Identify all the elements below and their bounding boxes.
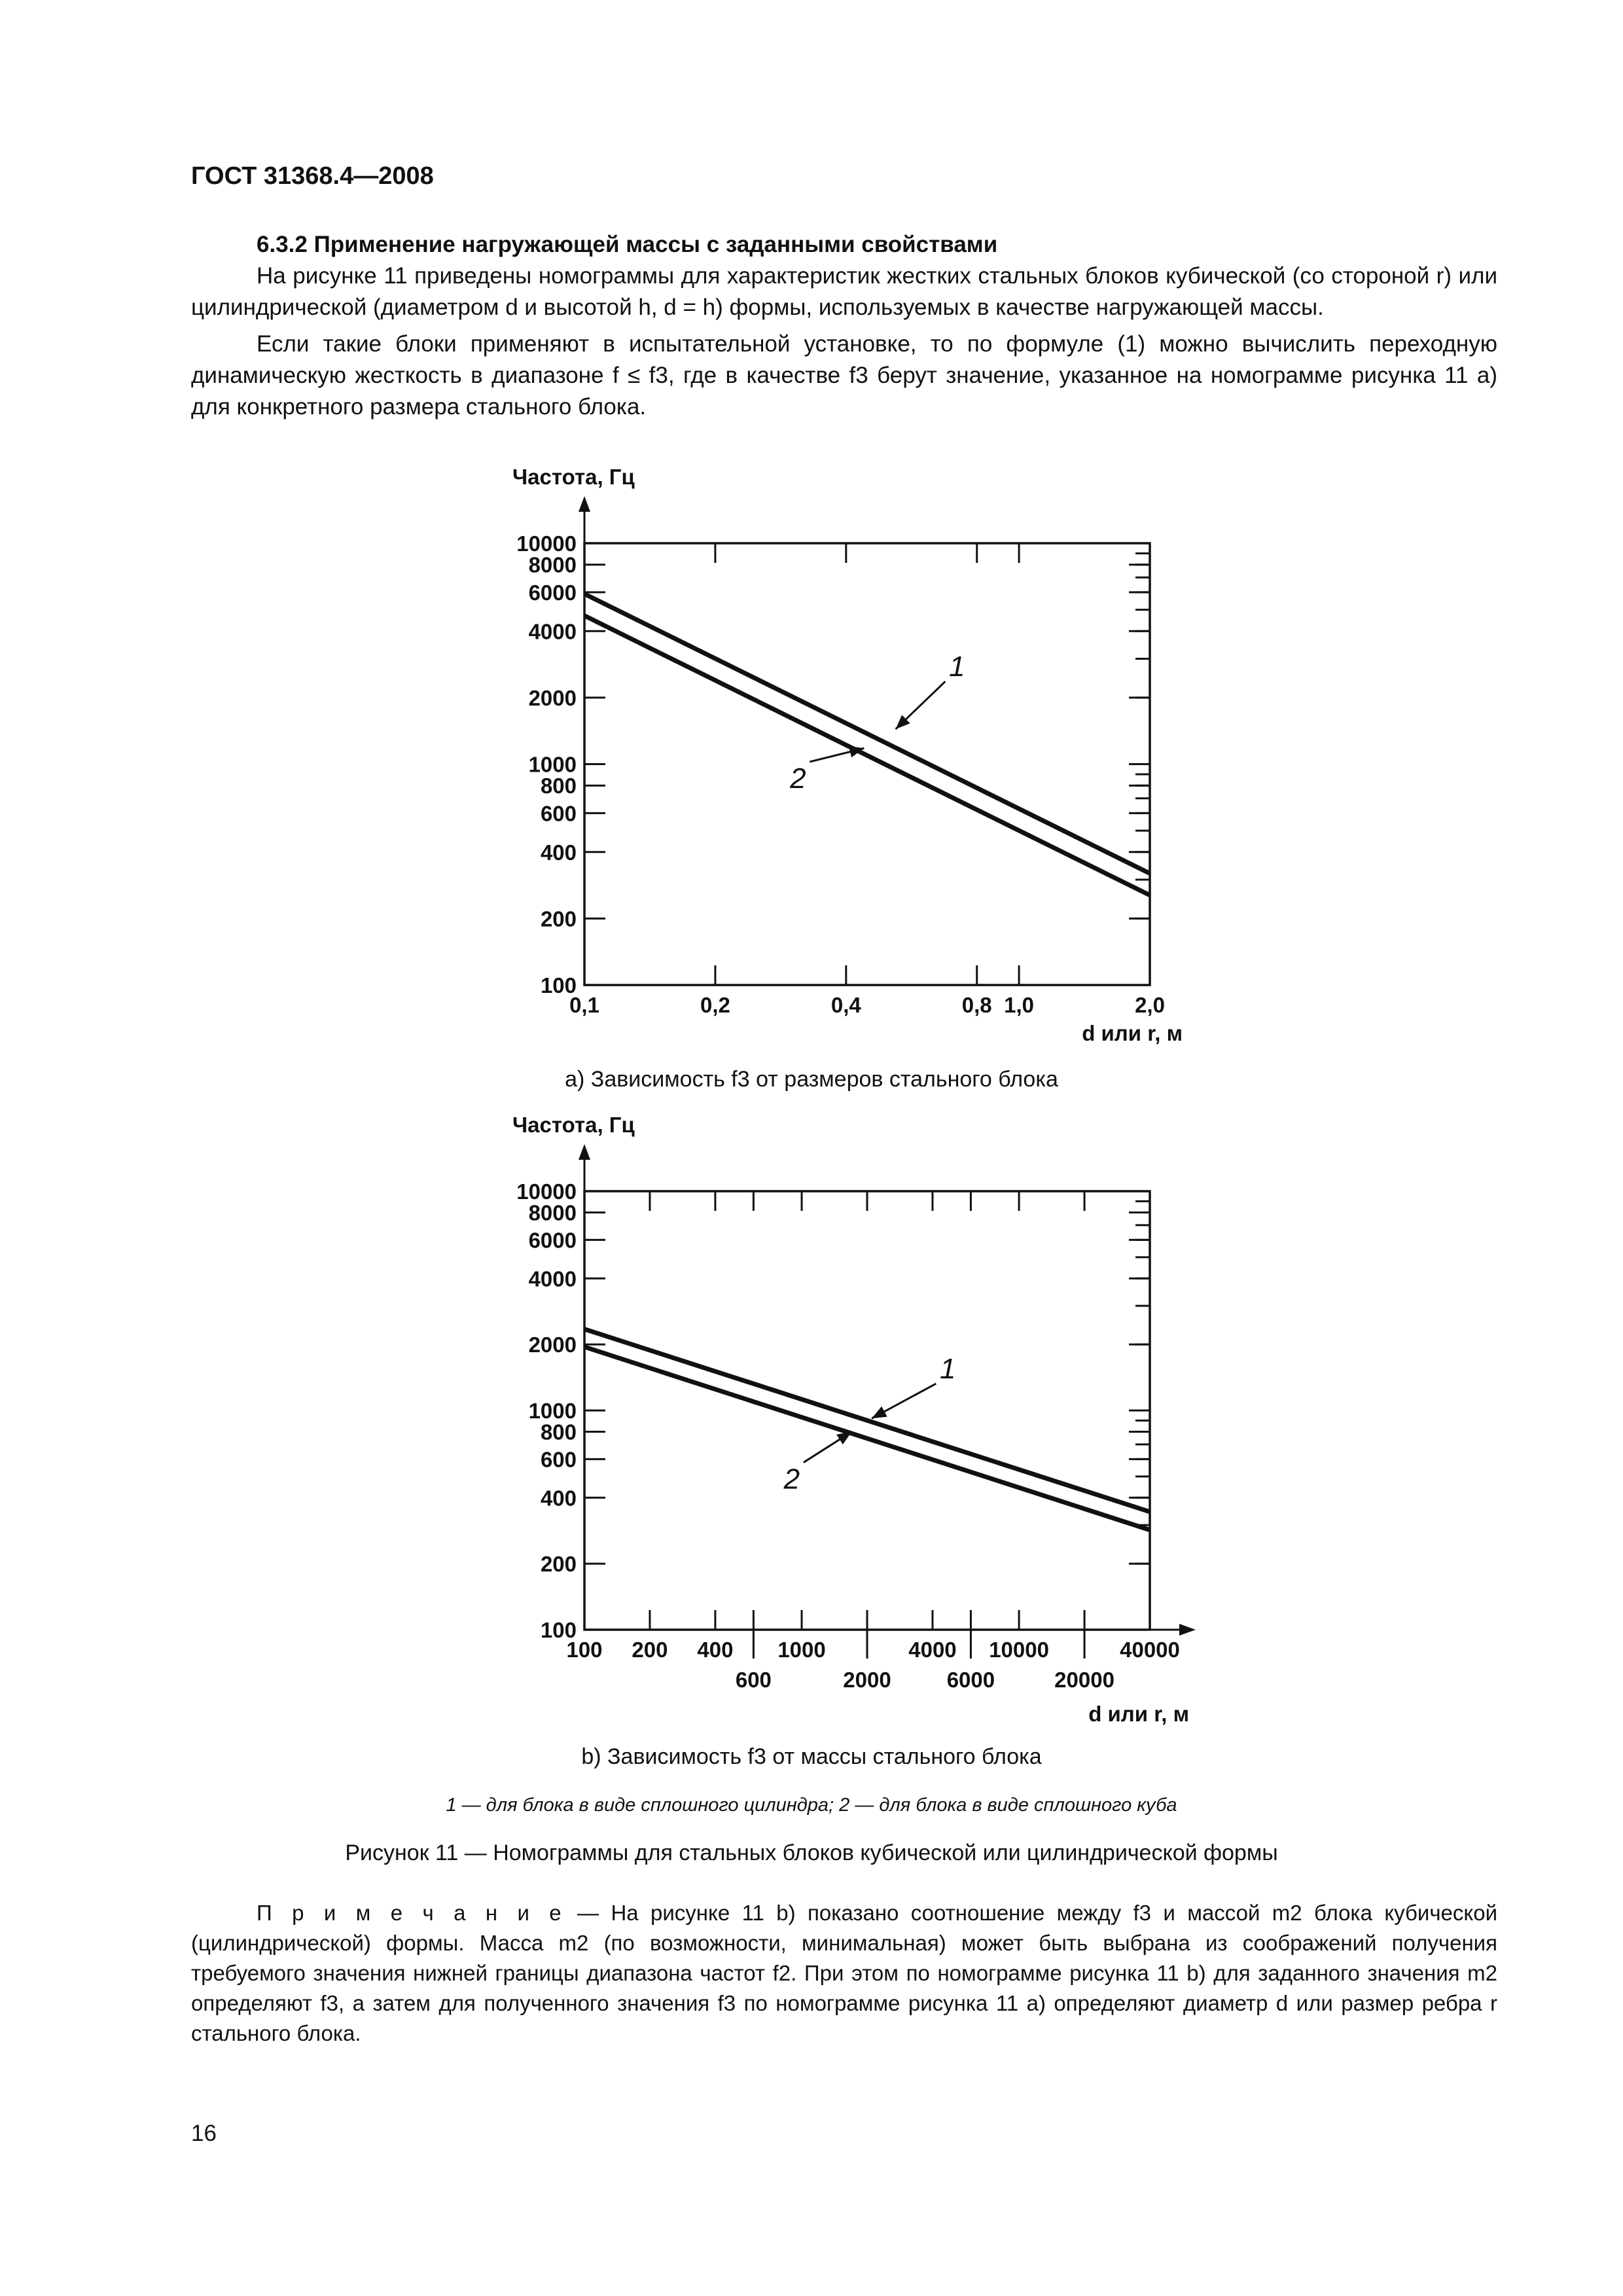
y-tick-label: 2000 [528, 685, 577, 710]
page-number: 16 [191, 2121, 217, 2146]
chart-b-caption: b) Зависимость f3 от массы стального блока [581, 1744, 1042, 1769]
series-2-arrowhead [836, 1431, 851, 1444]
series-2-label: 2 [790, 762, 806, 795]
nomogram-chart-b [0, 1113, 1623, 1741]
y-tick-label: 800 [540, 774, 577, 798]
x-tick-label: 2000 [843, 1668, 891, 1692]
series-1-line [584, 1329, 1150, 1512]
y-tick-label: 6000 [528, 580, 577, 605]
y-tick-label: 400 [540, 1486, 577, 1511]
y-tick-label: 1000 [528, 752, 577, 777]
y-tick-label: 8000 [528, 552, 577, 577]
y-tick-label: 200 [540, 906, 577, 931]
plot-frame [584, 1191, 1150, 1630]
section-paragraph-2: Если такие блоки применяют в испытательной установке, то по формуле (1) можно вычислить переходную динамическую жесткость в диапазоне f ≤ f3, где в качестве f3 берут значение, указанное на номограмме рисунка 11 a) для конкретного размера стального блока. [191, 331, 1497, 420]
x-tick-label: 0,1 [569, 993, 599, 1017]
note-block [191, 1898, 1497, 2049]
y-tick-label: 400 [540, 840, 577, 865]
x-tick-label: 10000 [989, 1638, 1049, 1662]
x-axis-arrow [1179, 1624, 1196, 1636]
y-tick-label: 600 [540, 801, 577, 826]
y-tick-label: 800 [540, 1420, 577, 1444]
x-tick-label: 20000 [1054, 1668, 1115, 1692]
y-tick-label: 10000 [516, 531, 577, 556]
section-title: 6.3.2 Применение нагружающей массы с заданными свойствами [257, 232, 998, 257]
y-tick-label: 6000 [528, 1228, 577, 1253]
series-1-label: 1 [939, 1353, 956, 1386]
chart-a-caption: a) Зависимость f3 от размеров стального блока [565, 1067, 1058, 1092]
x-tick-label: 1000 [777, 1638, 826, 1662]
section-text [191, 229, 1497, 423]
y-axis-title: Частота, Гц [512, 465, 635, 489]
x-tick-label: 600 [735, 1668, 772, 1692]
x-tick-label: 1,0 [1004, 993, 1035, 1017]
series-2-line [584, 1347, 1150, 1530]
series-2-label: 2 [783, 1463, 800, 1496]
y-tick-label: 1000 [528, 1399, 577, 1423]
nomogram-chart-a [0, 465, 1623, 1060]
x-axis-title: d или r, м [1088, 1702, 1189, 1726]
series-2-line [584, 616, 1150, 895]
note-prefix: П р и м е ч а н и е [257, 1901, 565, 1925]
figure-caption: Рисунок 11 — Номограммы для стальных блоков кубической или цилиндрической формы [345, 1840, 1278, 1865]
y-tick-label: 2000 [528, 1333, 577, 1357]
y-tick-label: 4000 [528, 619, 577, 644]
x-tick-label: 0,2 [700, 993, 730, 1017]
plot-frame [584, 543, 1150, 985]
x-tick-label: 40000 [1120, 1638, 1180, 1662]
y-axis-arrow [579, 1144, 590, 1160]
y-tick-label: 600 [540, 1447, 577, 1472]
y-axis-arrow [579, 496, 590, 512]
x-tick-label: 4000 [908, 1638, 957, 1662]
y-tick-label: 10000 [516, 1179, 577, 1204]
x-tick-label: 400 [697, 1638, 734, 1662]
x-tick-label: 100 [566, 1638, 603, 1662]
figure-legend: 1 — для блока в виде сплошного цилиндра; 2 — для блока в виде сплошного куба [446, 1795, 1177, 1816]
document-header: ГОСТ 31368.4—2008 [191, 162, 434, 190]
x-axis-title: d или r, м [1082, 1021, 1183, 1045]
series-1-line [584, 594, 1150, 873]
note-text: — На рисунке 11 b) показано соотношение между f3 и массой m2 блока кубической (цилиндрической) формы. Масса m2 (по возможности, минимальная) может быть выбрана из соображений получения требуемого значения нижней границы диапазона частот f2. При этом по номограмме рисунка 11 b) для заданного значения m2 определяют f3, а затем для полученного значения f3 по номограмме рисунка 11 a) определяют диаметр d или размер ребра r стального блока. [191, 1901, 1497, 2045]
y-tick-label: 200 [540, 1552, 577, 1577]
section-paragraph-1: На рисунке 11 приведены номограммы для характеристик жестких стальных блоков кубической (со стороной r) или цилиндрической (диаметром d и высотой h, d = h) формы, используемых в качестве нагружающей массы. [191, 263, 1497, 320]
x-tick-label: 0,8 [961, 993, 992, 1017]
x-tick-label: 2,0 [1135, 993, 1165, 1017]
y-tick-label: 4000 [528, 1266, 577, 1291]
series-1-label: 1 [949, 651, 965, 683]
y-tick-label: 100 [540, 1618, 577, 1642]
x-tick-label: 200 [632, 1638, 668, 1662]
y-tick-label: 8000 [528, 1200, 577, 1225]
x-tick-label: 6000 [946, 1668, 995, 1692]
y-axis-title: Частота, Гц [512, 1113, 635, 1137]
x-tick-label: 0,4 [830, 993, 861, 1017]
y-tick-label: 100 [540, 973, 577, 997]
